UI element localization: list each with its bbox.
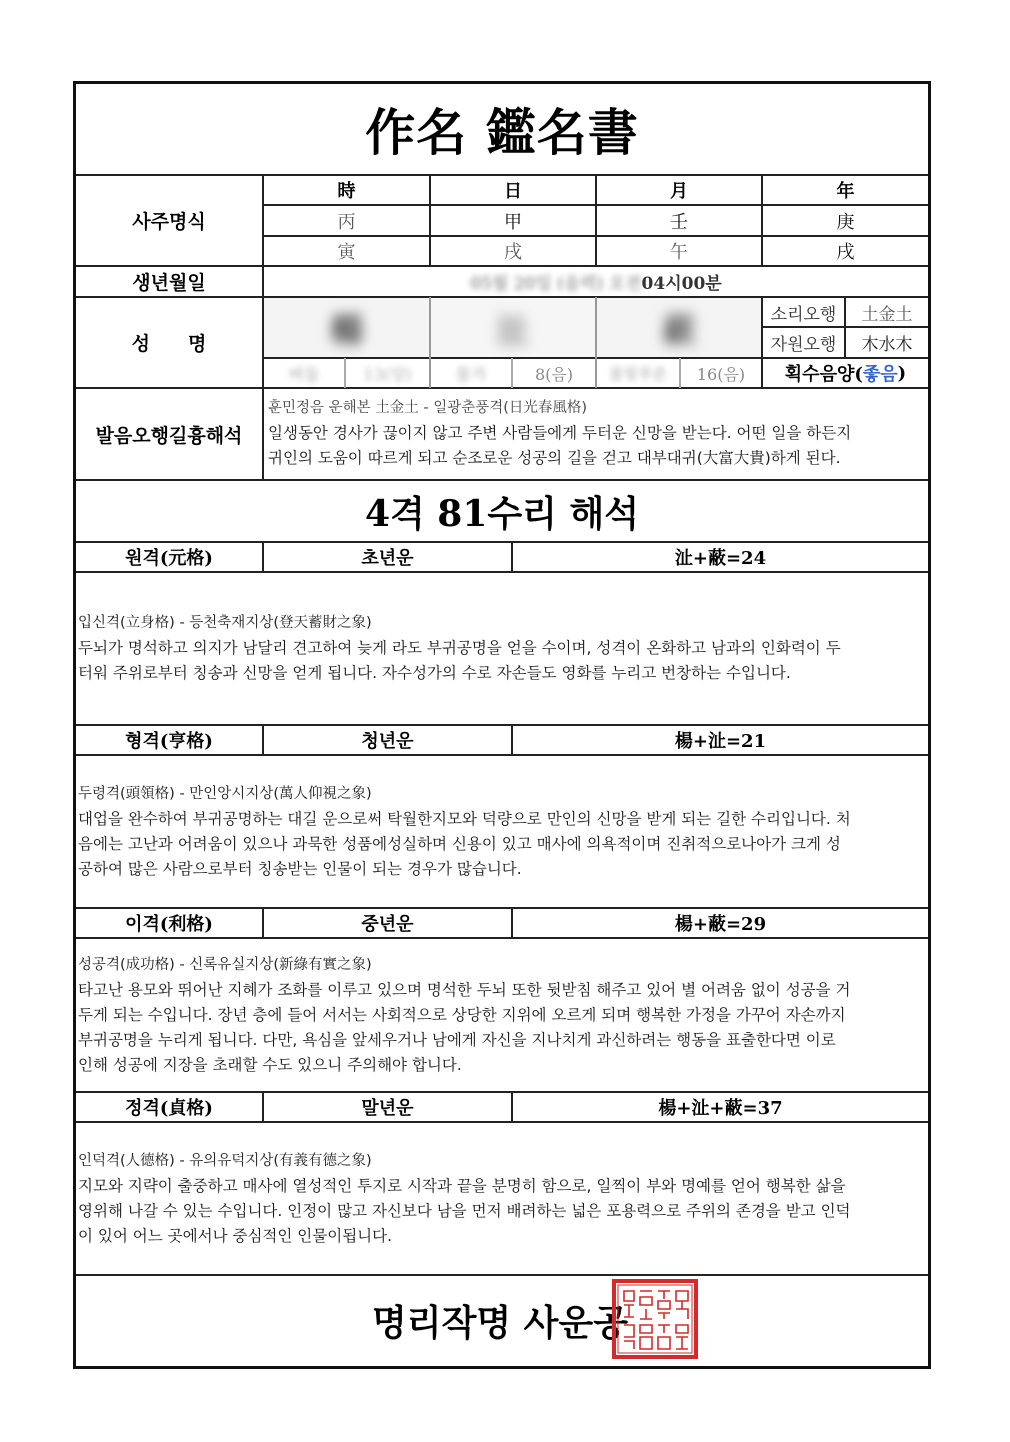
gyeok-formula: 楊+蔽=29 (674, 914, 767, 935)
pronunciation-subtitle: 훈민정음 운해본 土金土 - 일광춘풍격(日光春風格) (268, 400, 588, 416)
gyeok-line: 이 있어 어느 곳에서나 중심적인 인물이됩니다. (78, 1226, 393, 1245)
gyeok-name: 정격(貞格) (125, 1098, 213, 1119)
name-char-1-cell (264, 298, 429, 357)
pronunciation-line: 귀인의 도움이 따르게 되고 순조로운 성공의 길을 걷고 대부대귀(大富大貴)하게 된다. (268, 449, 841, 467)
section-title: 4격 81수리 해석 (364, 492, 640, 535)
pronunciation-line: 일생동안 경사가 끊이지 않고 주변 사람들에게 두터운 신망을 받는다. 어떤 일을 하든지 (268, 424, 852, 442)
pronunciation-label: 발음오행길흉해석 (95, 424, 243, 447)
gyeok-name: 이격(利格) (125, 914, 213, 935)
char-1-meaning: 버들 (288, 364, 320, 384)
gyeok-line: 터워 주위로부터 칭송과 신망을 얻게 됩니다. 자수성가의 수로 자손들도 영화를 누리고 번창하는 수입니다. (78, 664, 791, 682)
gyeok-line: 인해 성공에 지장을 초래할 수도 있으니 주의해야 합니다. (78, 1055, 462, 1074)
gyeok-line: 대업을 완수하여 부귀공명하는 대길 운으로써 탁월한지모와 덕량으로 만인의 신망을 받게 되는 길한 수리입니다. 처 (78, 809, 851, 828)
gyeok-interpretation (78, 1123, 924, 1274)
gyeok-subtitle: 두령격(頭領格) - 만인앙시지상(萬人仰視之象) (78, 785, 372, 802)
branch-day: 戌 (504, 242, 522, 263)
gyeok-line: 두뇌가 명석하고 의지가 남달리 견고하여 늦게 라도 부귀공명을 얻을 수이며, 성격이 온화하고 남과의 인화력이 두 (78, 639, 841, 657)
char-2-strokes: 8(음) (534, 364, 574, 384)
gyeok-name: 형격(亨格) (125, 731, 213, 752)
char-1-strokes: 13(양) (363, 364, 412, 384)
sound-ohaeng-value: 土金土 (861, 304, 913, 325)
stroke-yinyang-label: 획수음양( (784, 364, 863, 385)
char-2-meaning: 물가 (455, 364, 487, 384)
gyeok-line: 부귀공명을 누리게 됩니다. 다만, 욕심을 앞세우거나 남에게 자신을 지나치게 과신하려는 행동을 표출한다면 이로 (78, 1030, 836, 1049)
gyeok-period: 청년운 (361, 731, 414, 752)
name-char-1: 楊 (329, 311, 364, 351)
name-label: 성 명 (131, 333, 207, 355)
source-ohaeng-value: 木水木 (861, 335, 913, 355)
red-seal-stamp (612, 1279, 698, 1359)
gyeok-interpretation (78, 939, 924, 1091)
stroke-yinyang-close: ) (897, 362, 907, 384)
birth-value-cell (264, 267, 928, 296)
gyeok-interpretation (78, 573, 924, 724)
gyeok-formula: 沚+蔽=24 (674, 548, 767, 569)
section-title-cell (76, 481, 928, 541)
gyeok-period: 중년운 (361, 914, 414, 935)
stroke-yinyang-result: 좋음 (862, 364, 898, 385)
gyeok-formula: 楊+沚+蔽=37 (658, 1098, 783, 1119)
name-label-cell (76, 298, 262, 387)
pillar-header-year: 年 (836, 181, 855, 202)
birth-time: 04시00분 (641, 274, 722, 294)
gyeok-interpretation (78, 756, 924, 907)
birth-date-redacted: 05월 20일 (음력) 오전 (470, 274, 642, 294)
source-ohaeng-label: 자원오행 (770, 335, 837, 355)
gyeok-line: 두게 되는 수입니다. 장년 층에 들어 서서는 사회적으로 상당한 지위에 오르게 되며 행복한 가정을 가꾸어 자손까지 (78, 1005, 846, 1024)
gyeok-subtitle: 성공격(成功格) - 신록유실지상(新綠有實之象) (78, 956, 372, 973)
gyeok-subtitle: 입신격(立身格) - 등천축재지상(登天蓄財之象) (78, 615, 372, 631)
sound-ohaeng-label: 소리오행 (770, 304, 837, 325)
seal-icon (612, 1279, 698, 1359)
pillar-header-hour: 時 (337, 181, 356, 202)
name-char-2-cell (431, 298, 595, 357)
saju-label: 사주명식 (132, 211, 206, 233)
stroke-yinyang-cell (763, 359, 928, 387)
gyeok-line: 공하여 많은 사람으로부터 칭송받는 인물이 되는 경우가 많습니다. (78, 859, 522, 878)
document-title: 作名 鑑名書 (365, 103, 639, 162)
signature: 명리작명 사운공 (372, 1302, 628, 1344)
gyeok-line: 영위해 나갈 수 있는 수입니다. 인정이 많고 자신보다 남을 먼저 배려하는 넓은 포용력으로 주위의 존경을 받고 인덕 (78, 1201, 851, 1220)
pillar-header-month: 月 (670, 181, 688, 202)
birth-label: 생년월일 (132, 272, 206, 294)
name-char-2: 沚 (496, 311, 530, 351)
stem-hour: 丙 (337, 211, 356, 233)
footer-cell (76, 1276, 928, 1364)
birth-label-cell (76, 267, 262, 296)
branch-month: 午 (670, 242, 688, 263)
stem-month: 壬 (670, 211, 688, 233)
gyeok-line: 음에는 고난과 어려움이 있으나 과묵한 성품에성실하며 신용이 있고 매사에 의욕적이며 진취적으로나아가 크게 성 (78, 834, 841, 853)
pronunciation-label-cell (76, 389, 262, 479)
gyeok-period: 초년운 (361, 548, 414, 569)
char-3-meaning: 풀빛푸른 (609, 364, 667, 383)
pronunciation-text (268, 396, 926, 476)
branch-year: 戌 (836, 242, 855, 263)
gyeok-period: 말년운 (361, 1098, 414, 1119)
branch-hour: 寅 (337, 242, 356, 263)
pillar-header-day: 日 (504, 181, 522, 202)
gyeok-name: 원격(元格) (125, 548, 213, 569)
name-char-3: 蔽 (662, 311, 696, 351)
saju-label-cell (76, 176, 262, 265)
title-cell (76, 84, 928, 174)
gyeok-subtitle: 인덕격(人德格) - 유의유덕지상(有義有德之象) (78, 1152, 372, 1169)
gyeok-line: 타고난 용모와 뛰어난 지혜가 조화를 이루고 있으며 명석한 두뇌 또한 뒷받침 해주고 있어 별 어려움 없이 성공을 거 (78, 980, 851, 999)
gyeok-line: 지모와 지략이 출중하고 매사에 열성적인 투지로 시작과 끝을 분명히 함으로, 일찍이 부와 명예를 얻어 행복한 삶을 (78, 1176, 846, 1195)
stem-day: 甲 (504, 211, 522, 233)
name-char-3-cell (597, 298, 761, 357)
stem-year: 庚 (836, 211, 855, 233)
gyeok-formula: 楊+沚=21 (674, 731, 767, 752)
char-3-strokes: 16(음) (696, 364, 746, 384)
